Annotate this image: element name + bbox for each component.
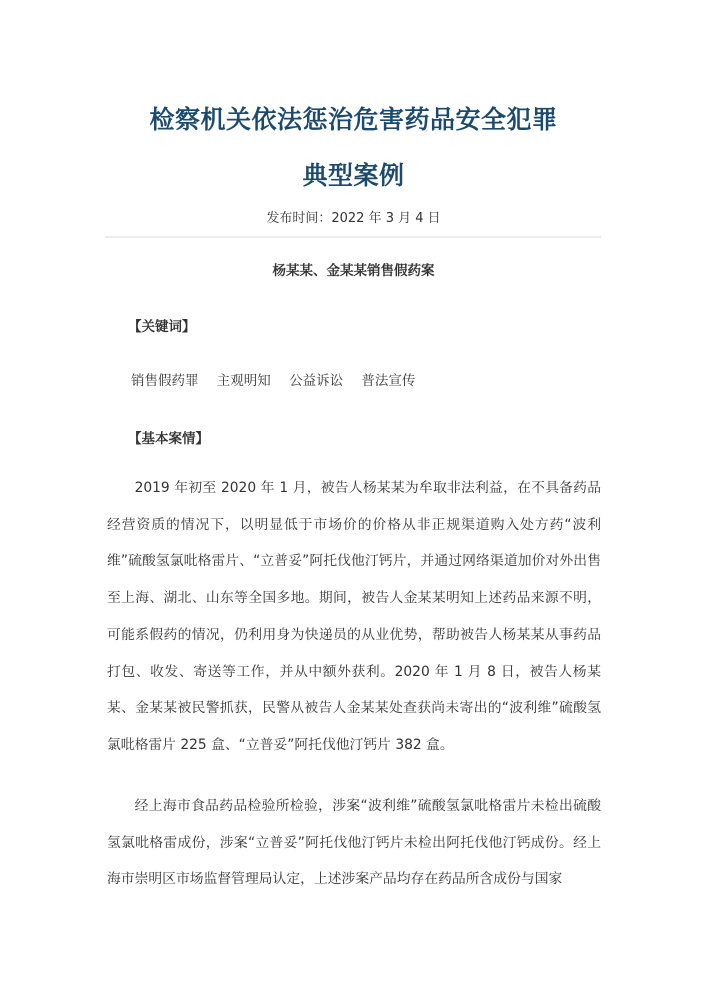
keywords-heading: 【关键词】: [128, 319, 196, 335]
case-title: 杨某某、金某某销售假药案: [272, 263, 435, 279]
keywords-list: [131, 369, 429, 389]
basic-facts-heading: 【基本案情】: [128, 431, 209, 447]
header-divider: [105, 236, 601, 238]
publish-date: 发布时间：2022 年 3 月 4 日: [266, 211, 441, 226]
page-title-line-1: 检察机关依法惩治危害药品安全犯罪: [149, 105, 558, 134]
keyword: 公益诉讼: [289, 373, 344, 389]
keyword: 主观明知: [216, 373, 271, 389]
body-paragraph: 经上海市食品药品检验所检验，涉案“波利维”硫酸氢氯吡格雷片未检出硫酸氢氯吡格雷成份，涉案“立普妥”阿托伐他汀钙片未检出阿托伐他汀钙成份。经上海市崇明区市场监督管理局认定，上述涉案产品均存在药品所含成份与国家: [107, 798, 601, 888]
keyword: 销售假药罪: [131, 373, 199, 389]
page-title-line-2: 典型案例: [302, 161, 405, 190]
keyword: 普法宣传: [361, 373, 416, 389]
body-paragraph: 2019 年初至 2020 年 1 月，被告人杨某某为牟取非法利益，在不具备药品经营资质的情况下，以明显低于市场价的价格从非正规渠道购入处方药“波利维”硫酸氢氯吡格雷片、“立普妥”阿托伐他汀钙片，并通过网络渠道加价对外出售至上海、湖北、山东等全国多地。期间，被告人金某某明知上述药品来源不明，可能系假药的情况，仍利用身为快递员的从业优势，帮助被告人杨某某从事药品打包、收发、寄送等工作，并从中额外获利。2020 年 1 月 8 日，被告人杨某某、金某某被民警抓获，民警从被告人金某某处查获尚未寄出的“波利维”硫酸氢氯吡格雷片 225 盒、“立普妥”阿托伐他汀钙片 382 盒。: [107, 480, 601, 753]
